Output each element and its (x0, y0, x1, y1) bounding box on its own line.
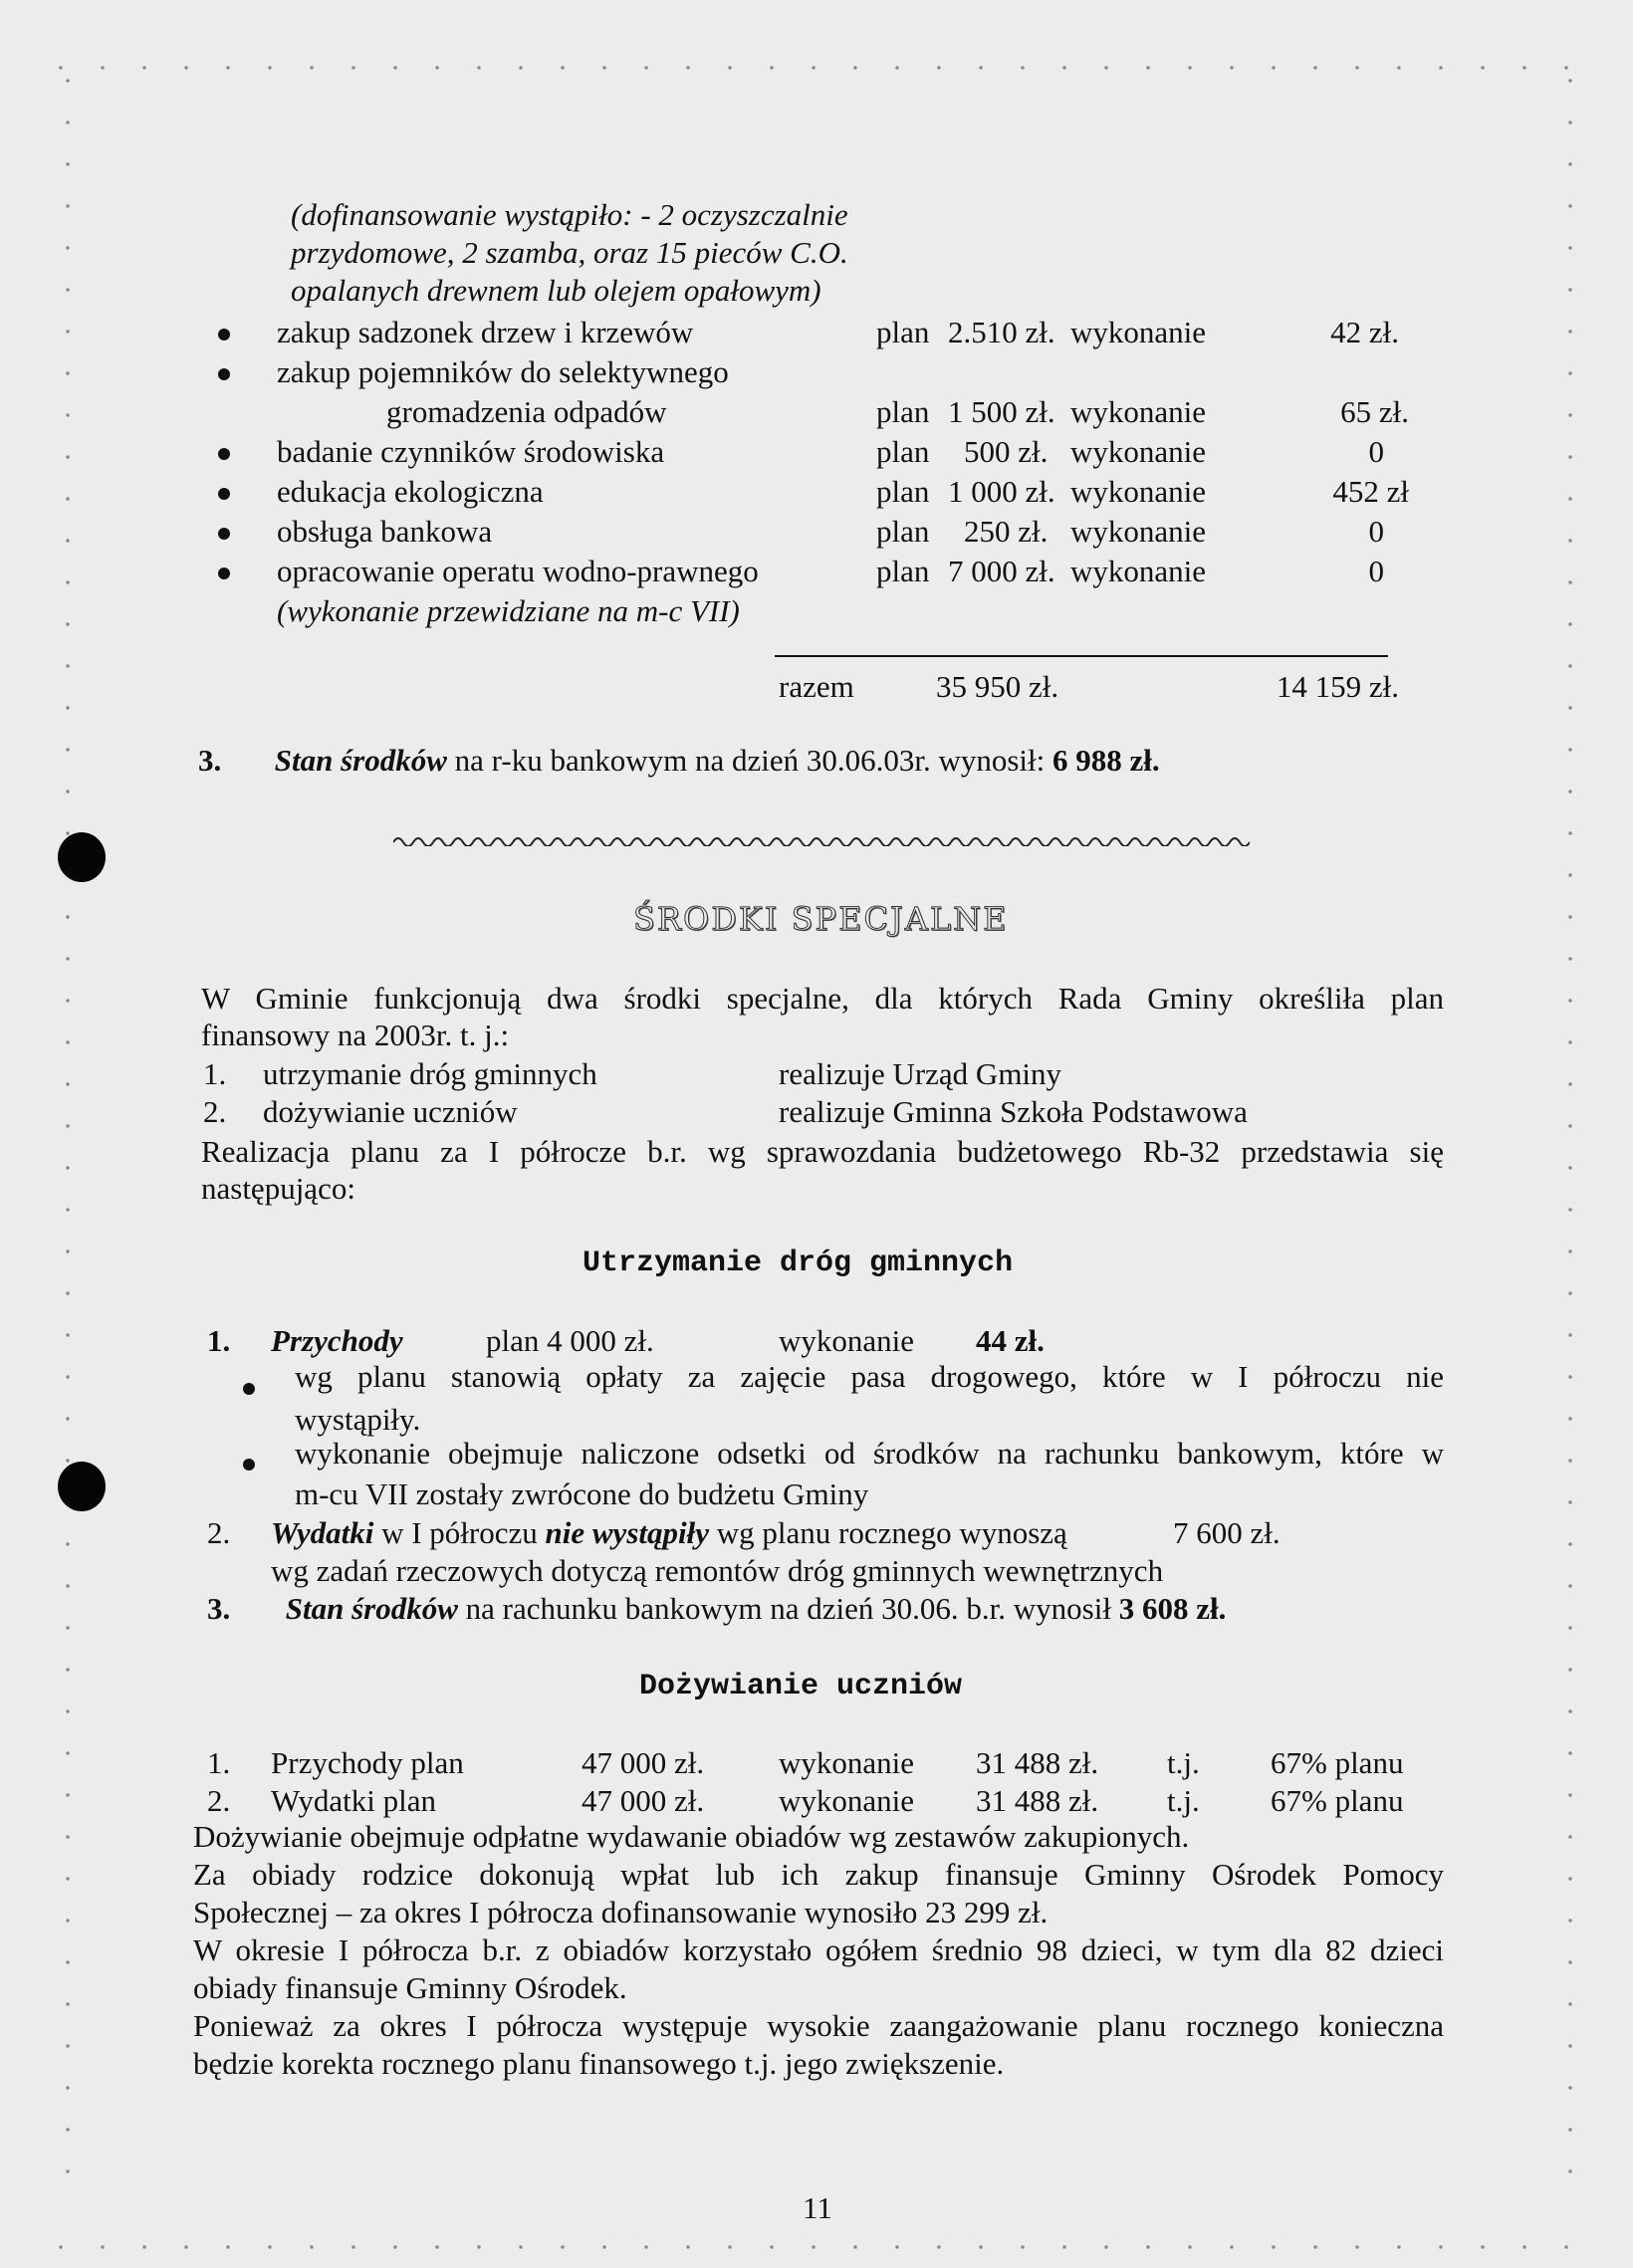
item-number: 2. (207, 1515, 231, 1550)
paragraph-line: będzie korekta rocznego planu finansowego t.j. jego zwiększenie. (193, 2046, 1005, 2081)
tj-label: t.j. (1167, 1745, 1200, 1780)
bullet-text: wg planu stanowią opłaty za zajęcie pasa drogowego, które w I półroczu nie (295, 1359, 1444, 1394)
perforation-top (40, 66, 1593, 70)
plan-label: plan (876, 394, 930, 429)
plan-label: plan (876, 315, 930, 349)
paragraph-line: Realizacja planu za I półrocze b.r. wg sprawozdania budżetowego Rb-32 przedstawia się (201, 1134, 1444, 1169)
execution-value: 0 (1368, 434, 1384, 469)
execution-label: wykonanie (1070, 474, 1207, 509)
special-item-name: utrzymanie dróg gminnych (263, 1056, 597, 1091)
totals-plan: 35 950 zł. (936, 669, 1059, 704)
item-number: 2. (207, 1783, 231, 1818)
expense-name: zakup sadzonek drzew i krzewów (277, 315, 694, 349)
bullet-text: wystąpiły. (295, 1402, 421, 1437)
perforation-bottom (40, 2245, 1593, 2249)
bullet-icon (218, 528, 230, 540)
totals-label: razem (779, 669, 854, 704)
plan-amount: 1 000 zł. (948, 474, 1055, 509)
item-number: 2. (203, 1094, 227, 1129)
paragraph-line: obiady finansuje Gminny Ośrodek. (193, 1970, 627, 2005)
expense-text: w I półroczu (381, 1515, 538, 1550)
execution-value: 0 (1368, 514, 1384, 549)
stan-text: na r-ku bankowym na dzień 30.06.03r. wynosił: (454, 743, 1046, 778)
bullet-icon (243, 1459, 255, 1471)
bullet-icon (243, 1383, 255, 1395)
execution-label: wykonanie (779, 1745, 915, 1780)
special-item-who: realizuje Gminna Szkoła Podstawowa (779, 1094, 1248, 1129)
execution-value: 31 488 zł. (976, 1745, 1099, 1780)
meals-label: Przychody plan (271, 1745, 464, 1780)
intro-note-line: przydomowe, 2 szamba, oraz 15 pieców C.O. (291, 235, 848, 270)
expense-emphasis: nie wystąpiły (545, 1515, 709, 1550)
execution-label: wykonanie (779, 1783, 915, 1818)
expense-label: Wydatki (271, 1515, 374, 1550)
special-item-who: realizuje Urząd Gminy (779, 1056, 1062, 1091)
execution-value: 452 zł (1332, 474, 1409, 509)
expense-name: obsługa bankowa (277, 514, 493, 549)
page-number: 11 (803, 2190, 832, 2225)
execution-label: wykonanie (1070, 434, 1207, 469)
punch-hole-bottom (58, 1462, 106, 1511)
bullet-icon (218, 329, 230, 340)
item-number: 1. (203, 1056, 227, 1091)
plan-label: plan (876, 554, 930, 588)
expense-value: 7 600 zł. (1173, 1515, 1281, 1550)
plan-amount: 500 zł. (964, 434, 1049, 469)
stan-line (198, 743, 1160, 779)
bullet-icon (218, 448, 230, 460)
paragraph-line: następująco: (201, 1171, 355, 1206)
expense-text: wg planu rocznego wynoszą (716, 1515, 1067, 1550)
expense-name: opracowanie operatu wodno-prawnego (277, 554, 759, 588)
item-number: 3. (207, 1591, 231, 1626)
execution-label: wykonanie (1070, 394, 1207, 429)
plan-label: plan (876, 514, 930, 549)
plan-label: plan (876, 434, 930, 469)
paragraph-line: W Gminie funkcjonują dwa środki specjalne, dla których Rada Gminy określiła plan (201, 981, 1444, 1016)
execution-value: 31 488 zł. (976, 1783, 1099, 1818)
perforation-left (66, 60, 70, 2208)
plan-amount: 1 500 zł. (948, 394, 1055, 429)
meals-label: Wydatki plan (271, 1783, 437, 1818)
expense-name: zakup pojemników do selektywnego (277, 354, 729, 389)
execution-value: 44 zł. (976, 1323, 1045, 1358)
item-number: 1. (207, 1323, 231, 1358)
punch-hole-top (58, 832, 106, 882)
subsection-title: Utrzymanie dróg gminnych (583, 1247, 1014, 1280)
tj-label: t.j. (1167, 1783, 1200, 1818)
revenue-plan: plan 4 000 zł. (486, 1323, 654, 1358)
stan-amount: 6 988 zł. (1052, 743, 1160, 778)
execution-label: wykonanie (1070, 514, 1207, 549)
paragraph-line: W okresie I półrocza b.r. z obiadów korzystało ogółem średnio 98 dzieci, w tym dla 82 dzieci (193, 1932, 1444, 1967)
expense-name-cont: gromadzenia odpadów (386, 394, 667, 429)
stan-text: na rachunku bankowym na dzień 30.06. b.r. wynosił (465, 1591, 1111, 1626)
special-item-name: dożywianie uczniów (263, 1094, 518, 1129)
plan-amount: 2.510 zł. (948, 315, 1055, 349)
stan-label: Stan środków (274, 743, 447, 778)
bullet-icon (218, 488, 230, 500)
intro-note-line: (dofinansowanie wystąpiło: - 2 oczyszczalnie (291, 197, 848, 232)
percent-value: 67% planu (1271, 1783, 1404, 1818)
totals-value: 14 159 zł. (1276, 669, 1399, 704)
execution-value: 0 (1368, 554, 1384, 588)
meals-plan: 47 000 zł. (582, 1745, 705, 1780)
item-number: 1. (207, 1745, 231, 1780)
paragraph-line: Ponieważ za okres I półrocza występuje wysokie zaangażowanie planu rocznego konieczna (193, 2008, 1444, 2043)
sum-rule (775, 655, 1388, 657)
expense-line (271, 1515, 1067, 1551)
expense-note: (wykonanie przewidziane na m-c VII) (277, 593, 740, 628)
bullet-icon (218, 567, 230, 579)
stan-label: Stan środków (285, 1591, 458, 1626)
paragraph-line: finansowy na 2003r. t. j.: (201, 1018, 510, 1052)
execution-value: 65 zł. (1340, 394, 1409, 429)
meals-plan: 47 000 zł. (582, 1783, 705, 1818)
plan-label: plan (876, 474, 930, 509)
bullet-text: m-cu VII zostały zwrócone do budżetu Gminy (295, 1476, 869, 1511)
perforation-right (1568, 60, 1572, 2208)
wavy-divider (393, 832, 1250, 846)
execution-value: 42 zł. (1330, 315, 1399, 349)
plan-amount: 250 zł. (964, 514, 1049, 549)
subsection-title: Dożywianie uczniów (639, 1670, 963, 1703)
bullet-text: wykonanie obejmuje naliczone odsetki od środków na rachunku bankowym, które w (295, 1436, 1444, 1471)
execution-label: wykonanie (1070, 554, 1207, 588)
execution-label: wykonanie (779, 1323, 915, 1358)
section-title: ŚRODKI SPECJALNE (633, 900, 1009, 938)
paragraph-line: Za obiady rodzice dokonują wpłat lub ich zakup finansuje Gminny Ośrodek Pomocy (193, 1857, 1444, 1892)
plan-amount: 7 000 zł. (948, 554, 1055, 588)
stan-amount: 3 608 zł. (1118, 1591, 1227, 1626)
percent-value: 67% planu (1271, 1745, 1404, 1780)
item-number: 3. (198, 743, 222, 778)
paragraph-line: Dożywianie obejmuje odpłatne wydawanie obiadów wg zestawów zakupionych. (193, 1819, 1190, 1854)
intro-note-line: opalanych drewnem lub olejem opałowym) (291, 273, 821, 308)
expense-name: badanie czynników środowiska (277, 434, 665, 469)
stan-line (207, 1591, 1226, 1627)
bullet-icon (218, 368, 230, 380)
paragraph-line: Społecznej – za okres I półrocza dofinansowanie wynosiło 23 299 zł. (193, 1895, 1049, 1929)
expense-line-2: wg zadań rzeczowych dotyczą remontów dróg gminnych wewnętrznych (271, 1553, 1164, 1588)
expense-name: edukacja ekologiczna (277, 474, 544, 509)
execution-label: wykonanie (1070, 315, 1207, 349)
revenue-label: Przychody (271, 1323, 403, 1358)
